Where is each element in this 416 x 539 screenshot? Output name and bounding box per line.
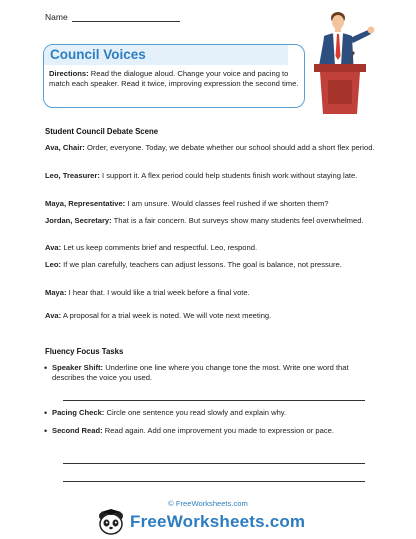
tasks-title: Fluency Focus Tasks xyxy=(45,347,124,356)
dialogue-line xyxy=(45,199,375,209)
scene-title: Student Council Debate Scene xyxy=(45,127,159,136)
bullet-icon: • xyxy=(44,426,48,436)
name-line[interactable] xyxy=(72,13,180,22)
logo-text: FreeWorksheets.com xyxy=(130,512,306,531)
task-label: Speaker Shift: xyxy=(52,363,104,372)
dialogue-line xyxy=(45,288,375,298)
task-text: Underline one line where you change tone the most. Write one word that describes the voice you used. xyxy=(52,363,349,383)
directions xyxy=(49,69,304,90)
dialogue-line xyxy=(45,143,375,153)
speaker-label: Ava, Chair: xyxy=(45,143,85,152)
answer-line[interactable] xyxy=(63,463,365,464)
task-label: Pacing Check: xyxy=(52,408,105,417)
dialogue-line xyxy=(45,243,375,253)
task-item xyxy=(44,426,377,436)
name-field xyxy=(45,12,180,22)
dialogue-text: If we plan carefully, teachers can adjust lessons. The goal is balance, not pressure. xyxy=(63,260,342,269)
speaker-podium-illustration xyxy=(300,6,412,116)
task-text: Circle one sentence you read slowly and explain why. xyxy=(106,408,287,417)
bullet-icon: • xyxy=(44,363,48,373)
dialogue-text: I am unsure. Would classes feel rushed if we shorten them? xyxy=(127,199,329,208)
dialogue-text: Order, everyone. Today, we debate whether our school should add a short flex period. xyxy=(86,143,375,152)
speaker-label: Maya, Representative: xyxy=(45,199,126,208)
footer-logo xyxy=(96,509,336,535)
dialogue-text: That is a fair concern. But surveys show many students feel overwhelmed. xyxy=(113,216,364,225)
answer-line[interactable] xyxy=(63,400,365,401)
task-text: Read again. Add one improvement you made to expression or pace. xyxy=(104,426,334,435)
speaker-label: Leo, Treasurer: xyxy=(45,171,100,180)
speaker-label: Jordan, Secretary: xyxy=(45,216,112,225)
directions-label: Directions: xyxy=(49,69,89,78)
dialogue-text: A proposal for a trial week is noted. We will vote next meeting. xyxy=(62,311,272,320)
speaker-label: Maya: xyxy=(45,288,67,297)
speaker-label: Ava: xyxy=(45,311,62,320)
dialogue-line xyxy=(45,260,375,270)
bullet-icon: • xyxy=(44,408,48,418)
header-box xyxy=(43,44,305,108)
task-item xyxy=(44,408,377,418)
dialogue-text: Let us keep comments brief and respectful. Leo, respond. xyxy=(63,243,258,252)
dialogue-line xyxy=(45,171,375,181)
worksheet-title: Council Voices xyxy=(50,47,146,62)
panda-logo-icon xyxy=(96,509,126,535)
footer-url[interactable]: © FreeWorksheets.com xyxy=(168,499,248,508)
answer-line[interactable] xyxy=(63,481,365,482)
dialogue-line xyxy=(45,311,375,321)
speaker-label: Ava: xyxy=(45,243,62,252)
dialogue-text: I support it. A flex period could help students finish work without staying late. xyxy=(102,171,358,180)
speaker-label: Leo: xyxy=(45,260,62,269)
task-item xyxy=(44,363,377,384)
dialogue-line xyxy=(45,216,375,226)
task-label: Second Read: xyxy=(52,426,103,435)
name-label: Name xyxy=(45,12,68,22)
dialogue-text: I hear that. I would like a trial week before a final vote. xyxy=(68,288,250,297)
directions-text: Read the dialogue aloud. Change your voice and pacing to match each speaker. Read it twice, improving expression the second time. xyxy=(49,69,299,89)
